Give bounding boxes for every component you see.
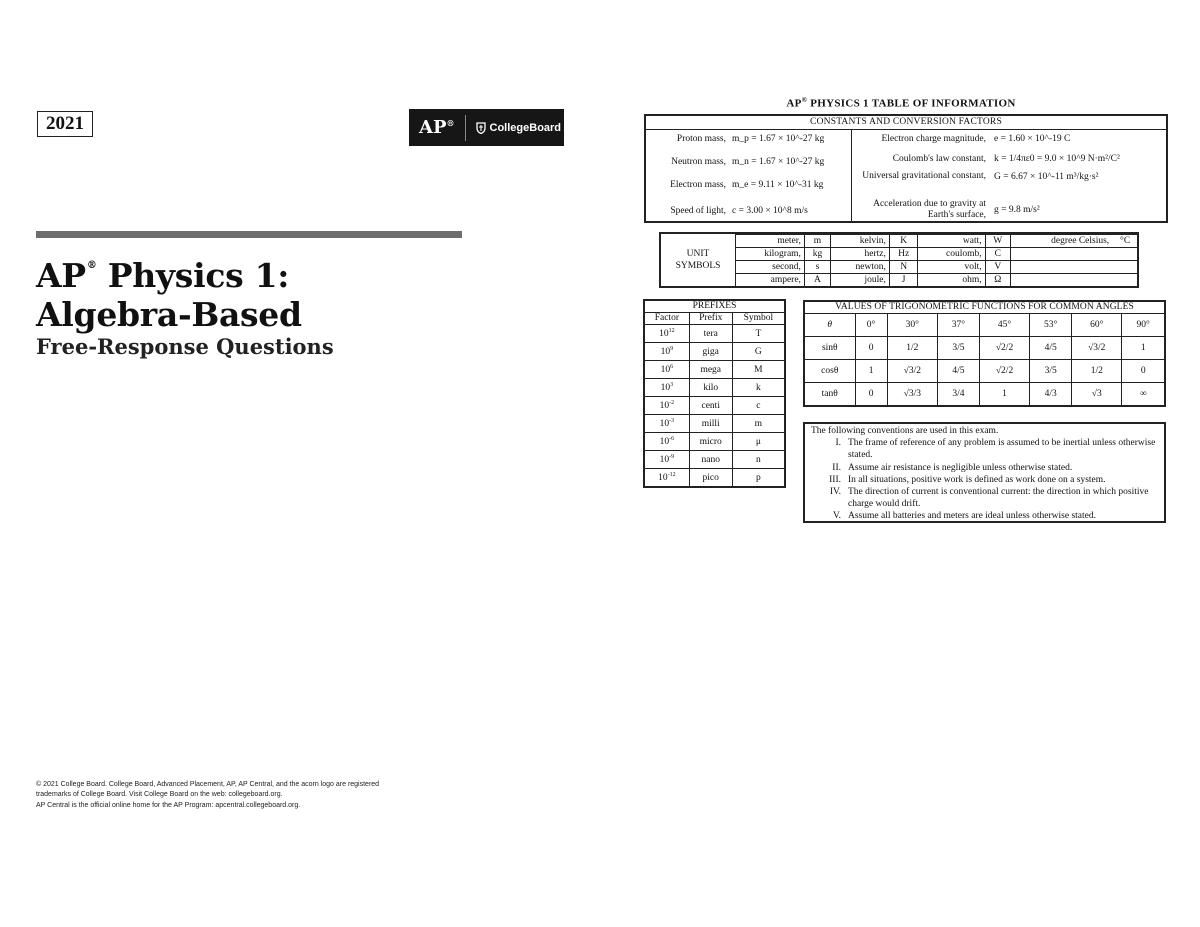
- constant-label: Proton mass,: [676, 134, 726, 144]
- ap-college-board-logo: [409, 109, 564, 146]
- footer-line: trademarks of College Board. Visit College Board on the web: collegeboard.org.: [36, 790, 283, 798]
- constant-value: m_n = 1.67 × 10^-27 kg: [732, 157, 825, 167]
- prefixes-header-row: [644, 300, 785, 313]
- constant-value: e = 1.60 × 10^-19 C: [994, 134, 1071, 144]
- prefix-symbol: μ: [732, 433, 785, 451]
- prefix-factor: [644, 361, 689, 379]
- prefix-factor: [644, 397, 689, 415]
- trig-value: √3/3: [887, 383, 937, 407]
- factor-base: 10: [659, 437, 670, 448]
- prefix-name: kilo: [689, 379, 732, 397]
- trig-row: [804, 383, 1165, 407]
- unit-symbol: [1112, 261, 1138, 274]
- constant-label: Acceleration due to gravity at Earth's surface,: [873, 199, 986, 220]
- prefix-factor: [644, 343, 689, 361]
- angle-header: 53°: [1030, 314, 1072, 337]
- conventions-intro: The following conventions are used in this exam.: [811, 426, 999, 436]
- trig-value: 0: [855, 383, 887, 407]
- trig-value: 4/5: [1030, 337, 1072, 360]
- convention-item: [811, 486, 1158, 510]
- footer-line: © 2021 College Board. College Board, Advanced Placement, AP, AP Central, and the acorn logo are registered: [36, 781, 380, 788]
- trig-value: ∞: [1122, 383, 1165, 407]
- college-board-logo-text: CollegeBoard: [476, 122, 562, 134]
- prefix-name: centi: [689, 397, 732, 415]
- conventions-list: [811, 437, 1158, 522]
- prefix-symbol: k: [732, 379, 785, 397]
- copyright-footer: [36, 780, 456, 811]
- convention-number: V.: [832, 511, 841, 522]
- unit-symbol: K: [889, 235, 918, 248]
- unit-row: [736, 248, 1139, 261]
- unit-name: ampere,: [736, 274, 805, 287]
- prefix-factor: [644, 415, 689, 433]
- unit-row: [736, 261, 1139, 274]
- constant-value: m_p = 1.67 × 10^-27 kg: [732, 134, 825, 144]
- unit-name: degree Celsius,: [1010, 235, 1112, 248]
- unit-symbol: V: [985, 261, 1010, 274]
- prefix-symbol: c: [732, 397, 785, 415]
- convention-item: [811, 437, 1158, 461]
- constant-label: Speed of light,: [670, 206, 726, 216]
- unit-symbols-table: [659, 232, 1139, 288]
- factor-exponent: 12: [668, 327, 675, 334]
- unit-name: newton,: [830, 261, 889, 274]
- factor-base: 10: [659, 419, 670, 430]
- unit-symbol: [1112, 274, 1138, 287]
- factor-base: 10: [659, 455, 670, 466]
- trig-function: cosθ: [804, 360, 855, 383]
- footer-line: AP Central is the official online home for the AP Program: apcentral.collegeboard.org.: [36, 802, 301, 809]
- unit-symbol: kg: [804, 248, 830, 261]
- prefix-factor: [644, 469, 689, 488]
- prefix-name: pico: [689, 469, 732, 488]
- constant-row: [858, 171, 1098, 182]
- convention-item: [811, 510, 1158, 522]
- prefix-row: [644, 361, 785, 379]
- constant-value: m_e = 9.11 × 10^-31 kg: [732, 180, 824, 190]
- prefix-factor: [644, 451, 689, 469]
- unit-symbol: [1112, 248, 1138, 261]
- unit-symbol: C: [985, 248, 1010, 261]
- factor-exponent: 6: [670, 363, 674, 370]
- theta-header: θ: [804, 314, 855, 337]
- factor-exponent: -9: [669, 453, 675, 460]
- constant-label: Universal gravitational constant,: [862, 171, 986, 181]
- prefix-column-header: Symbol: [732, 313, 785, 325]
- convention-item: [811, 462, 1158, 474]
- convention-number: I.: [835, 438, 841, 449]
- prefix-symbol: M: [732, 361, 785, 379]
- table-of-information-title: AP® PHYSICS 1 TABLE OF INFORMATION: [786, 96, 1016, 110]
- convention-text: Assume air resistance is negligible unless otherwise stated.: [848, 462, 1073, 473]
- trig-value: 3/5: [937, 337, 979, 360]
- constant-row: [858, 134, 1070, 144]
- prefix-symbol: T: [732, 325, 785, 343]
- year-label: 2021: [37, 111, 93, 137]
- angle-header: 0°: [855, 314, 887, 337]
- factor-exponent: 9: [670, 345, 674, 352]
- trig-function: sinθ: [804, 337, 855, 360]
- prefix-name: mega: [689, 361, 732, 379]
- unit-name: meter,: [736, 235, 805, 248]
- trig-value: 1: [855, 360, 887, 383]
- unit-symbol: s: [804, 261, 830, 274]
- trig-value: 1: [979, 383, 1029, 407]
- constant-value: k = 1/4πε0 = 9.0 × 10^9 N·m²/C²: [994, 154, 1120, 164]
- prefix-name: micro: [689, 433, 732, 451]
- trig-value: √2/2: [979, 360, 1029, 383]
- angle-header: 60°: [1072, 314, 1122, 337]
- angle-header: 37°: [937, 314, 979, 337]
- unit-row: [736, 235, 1139, 248]
- prefix-row: [644, 379, 785, 397]
- trig-value: 1: [1122, 337, 1165, 360]
- trig-value: 1/2: [887, 337, 937, 360]
- unit-symbol: A: [804, 274, 830, 287]
- prefix-row: [644, 469, 785, 488]
- constant-label: Neutron mass,: [671, 157, 726, 167]
- unit-name: kelvin,: [830, 235, 889, 248]
- factor-exponent: -12: [667, 471, 676, 478]
- constant-row: [650, 157, 824, 167]
- constant-value: g = 9.8 m/s²: [994, 205, 1040, 215]
- prefixes-table: [643, 299, 786, 488]
- prefix-row: [644, 343, 785, 361]
- convention-text: Assume all batteries and meters are ideal unless otherwise stated.: [848, 511, 1096, 522]
- unit-name: [1010, 261, 1112, 274]
- trig-header: VALUES OF TRIGONOMETRIC FUNCTIONS FOR COMMON ANGLES: [804, 301, 1165, 314]
- unit-symbols-label: UNIT SYMBOLS: [675, 249, 721, 271]
- factor-exponent: -6: [669, 435, 675, 442]
- factor-exponent: 3: [670, 381, 674, 388]
- unit-symbol: J: [889, 274, 918, 287]
- trig-value: 3/4: [937, 383, 979, 407]
- unit-name: joule,: [830, 274, 889, 287]
- title-rule: [36, 231, 462, 238]
- unit-symbol: m: [804, 235, 830, 248]
- constant-row: [650, 134, 824, 144]
- prefix-row: [644, 415, 785, 433]
- constant-row: [858, 154, 1120, 164]
- factor-base: 10: [660, 365, 671, 376]
- unit-row: [736, 274, 1139, 287]
- page-subtitle: Free-Response Questions: [36, 334, 334, 359]
- constant-label: Electron charge magnitude,: [881, 134, 986, 145]
- unit-symbol: N: [889, 261, 918, 274]
- prefix-row: [644, 325, 785, 343]
- constant-row: [650, 180, 823, 190]
- ap-logo-text: AP®: [419, 117, 455, 138]
- prefix-symbol: n: [732, 451, 785, 469]
- convention-item: [811, 474, 1158, 486]
- convention-text: In all situations, positive work is defined as work done on a system.: [848, 474, 1106, 485]
- trig-value: 0: [1122, 360, 1165, 383]
- prefix-column-header: Factor: [644, 313, 689, 325]
- prefix-factor: [644, 379, 689, 397]
- factor-base: 10: [659, 401, 670, 412]
- prefix-name: tera: [689, 325, 732, 343]
- unit-symbols-grid: [735, 234, 1139, 287]
- conventions-box: [803, 422, 1166, 523]
- unit-name: coulomb,: [918, 248, 985, 261]
- trig-value: 3/5: [1030, 360, 1072, 383]
- unit-symbol: Hz: [889, 248, 918, 261]
- unit-name: [1010, 248, 1112, 261]
- factor-base: 10: [658, 473, 668, 484]
- angle-header: 30°: [887, 314, 937, 337]
- unit-name: watt,: [918, 235, 985, 248]
- factor-base: 10: [660, 347, 671, 358]
- prefix-name: nano: [689, 451, 732, 469]
- trig-value: 1/2: [1072, 360, 1122, 383]
- factor-base: 10: [660, 383, 671, 394]
- convention-text: The direction of current is conventional current: the direction in which positive charge would drift.: [848, 487, 1149, 510]
- trig-angles-row: [804, 314, 1165, 337]
- prefix-columns-row: [644, 313, 785, 325]
- angle-header: 90°: [1122, 314, 1165, 337]
- unit-symbol: °C: [1112, 235, 1138, 248]
- unit-name: volt,: [918, 261, 985, 274]
- trig-header-row: [804, 301, 1165, 314]
- trig-function: tanθ: [804, 383, 855, 407]
- page-title: AP® Physics 1: Algebra-Based: [36, 256, 302, 334]
- factor-exponent: -3: [669, 417, 675, 424]
- trig-value: 4/5: [937, 360, 979, 383]
- prefix-row: [644, 451, 785, 469]
- unit-name: second,: [736, 261, 805, 274]
- constants-header: CONSTANTS AND CONVERSION FACTORS: [646, 116, 1166, 130]
- trig-value: √3: [1072, 383, 1122, 407]
- trig-values-table: [803, 300, 1166, 407]
- prefix-row: [644, 397, 785, 415]
- trig-value: √3/2: [1072, 337, 1122, 360]
- prefix-symbol: G: [732, 343, 785, 361]
- constant-row: [858, 199, 1040, 221]
- prefix-symbol: m: [732, 415, 785, 433]
- constant-label: Coulomb's law constant,: [892, 154, 986, 165]
- trig-value: √3/2: [887, 360, 937, 383]
- unit-symbol: W: [985, 235, 1010, 248]
- constants-table: [644, 114, 1168, 223]
- unit-name: kilogram,: [736, 248, 805, 261]
- constant-label: Electron mass,: [670, 180, 726, 190]
- prefix-factor: [644, 433, 689, 451]
- trig-value: 0: [855, 337, 887, 360]
- acorn-shield-icon: [476, 122, 486, 134]
- convention-number: II.: [832, 462, 841, 473]
- trig-value: 4/3: [1030, 383, 1072, 407]
- constant-value: c = 3.00 × 10^8 m/s: [732, 206, 808, 216]
- constant-value: G = 6.67 × 10^-11 m³/kg·s²: [994, 171, 1099, 182]
- prefix-name: milli: [689, 415, 732, 433]
- factor-base: 10: [659, 329, 669, 340]
- trig-value: √2/2: [979, 337, 1029, 360]
- constant-row: [650, 206, 808, 216]
- angle-header: 45°: [979, 314, 1029, 337]
- prefix-row: [644, 433, 785, 451]
- unit-name: ohm,: [918, 274, 985, 287]
- prefix-symbol: p: [732, 469, 785, 488]
- convention-number: IV.: [829, 487, 841, 498]
- factor-exponent: -2: [669, 399, 675, 406]
- constants-body: [646, 130, 1166, 222]
- unit-name: [1010, 274, 1112, 287]
- prefixes-header: PREFIXES: [644, 300, 785, 313]
- prefix-name: giga: [689, 343, 732, 361]
- trig-row: [804, 337, 1165, 360]
- convention-number: III.: [829, 474, 841, 485]
- prefix-factor: [644, 325, 689, 343]
- trig-row: [804, 360, 1165, 383]
- prefix-column-header: Prefix: [689, 313, 732, 325]
- logo-divider: [465, 115, 466, 141]
- unit-symbol: Ω: [985, 274, 1010, 287]
- unit-name: hertz,: [830, 248, 889, 261]
- convention-text: The frame of reference of any problem is assumed to be inertial unless otherwise stated.: [848, 438, 1156, 461]
